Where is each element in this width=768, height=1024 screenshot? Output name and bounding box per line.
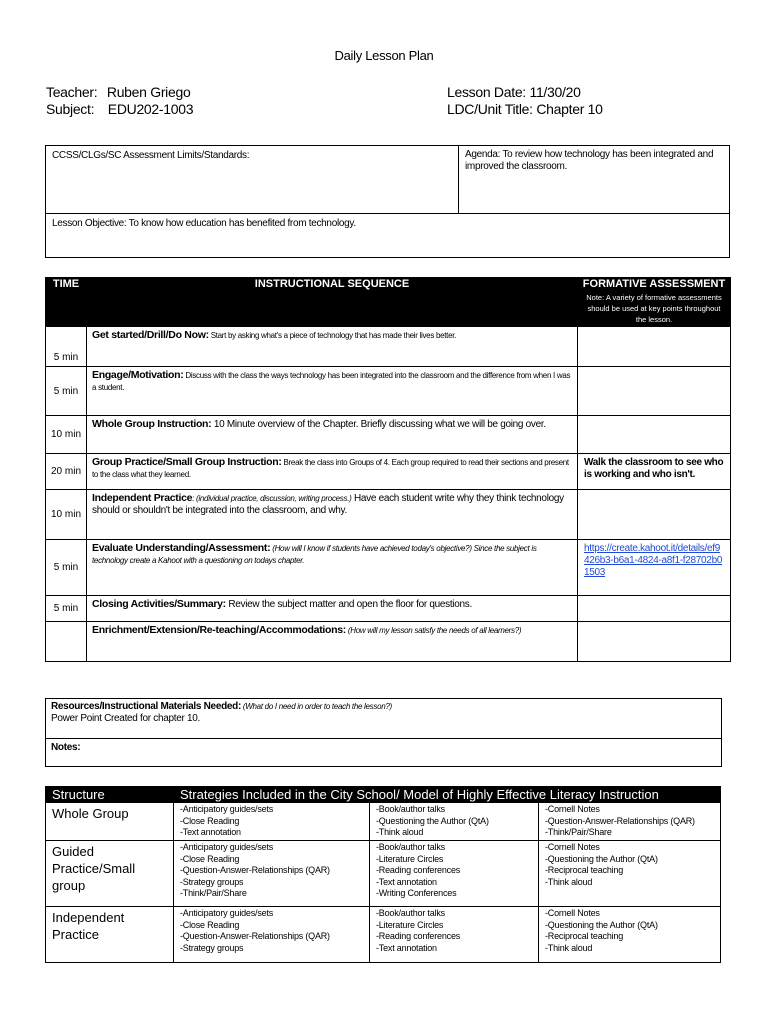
table-row bbox=[46, 416, 731, 454]
list-item: -Book/author talks bbox=[376, 908, 445, 918]
list-item: -Reciprocal teaching bbox=[545, 865, 624, 875]
subject-line bbox=[46, 101, 193, 117]
list-item: -Writing Conferences bbox=[376, 888, 457, 898]
objective-cell bbox=[46, 214, 730, 258]
standards-cell bbox=[46, 146, 459, 214]
list-item: -Book/author talks bbox=[376, 804, 445, 814]
resources-label: Resources/Instructional Materials Needed: bbox=[51, 701, 241, 712]
teacher-line bbox=[46, 84, 190, 100]
list-item: -Reciprocal teaching bbox=[545, 931, 624, 941]
row-time: 20 min bbox=[46, 454, 87, 490]
row-content bbox=[87, 622, 578, 662]
list-item: -Question-Answer-Relationships (QAR) bbox=[545, 815, 695, 826]
row-formative bbox=[578, 622, 731, 662]
page-title: Daily Lesson Plan bbox=[334, 48, 434, 63]
row-italic: (How will I know if students have achieved today's objective?) Since the subject is technology create a Kahoot with a questioning on todays chapter. bbox=[92, 544, 537, 565]
col-formative: FORMATIVE ASSESSMENT bbox=[578, 278, 731, 291]
list-item: -Literature Circles bbox=[376, 853, 444, 864]
unit-label: LDC/Unit Title: bbox=[447, 101, 533, 117]
row-content bbox=[87, 367, 578, 416]
row-time: 5 min bbox=[46, 596, 87, 622]
list-item: -Questioning the Author (QtA) bbox=[376, 815, 489, 826]
list-item: -Strategy groups bbox=[180, 876, 244, 887]
table-row bbox=[46, 803, 721, 841]
row-content bbox=[87, 540, 578, 596]
list-item: -Book/author talks bbox=[376, 842, 445, 852]
agenda-text: Agenda: To review how technology has been integrated and improved the classroom. bbox=[465, 149, 714, 172]
resources-hint: (What do I need in order to teach the lesson?) bbox=[241, 702, 392, 711]
table-row bbox=[46, 907, 721, 963]
sequence-table bbox=[45, 277, 731, 662]
row-text: Discuss with the class the ways technology has been integrated into the classroom and the difference from when I was a student. bbox=[92, 371, 571, 392]
table-row bbox=[46, 841, 721, 907]
row-time: 10 min bbox=[46, 416, 87, 454]
row-text: Start by asking what's a piece of technology that has made their lives better. bbox=[208, 331, 457, 340]
standards-table bbox=[45, 145, 730, 258]
row-content bbox=[87, 454, 578, 490]
fa-note: Note: A variety of formative assessments should be used at key points throughout the lesson. bbox=[578, 291, 731, 327]
date-value: 11/30/20 bbox=[529, 84, 581, 100]
row-formative bbox=[578, 596, 731, 622]
strategy-col-1 bbox=[174, 841, 370, 907]
list-item: -Anticipatory guides/sets bbox=[180, 842, 274, 852]
notes-cell bbox=[46, 739, 722, 767]
col-time: TIME bbox=[46, 278, 87, 291]
list-item: -Text annotation bbox=[180, 827, 241, 837]
table-row bbox=[46, 622, 731, 662]
strategy-col-2 bbox=[370, 907, 539, 963]
row-italic: : (individual practice, discussion, writing process.) bbox=[192, 494, 352, 503]
row-time: 10 min bbox=[46, 490, 87, 540]
row-content bbox=[87, 596, 578, 622]
row-formative bbox=[578, 490, 731, 540]
table-row bbox=[46, 490, 731, 540]
date-label: Lesson Date: bbox=[447, 84, 526, 100]
list-item: -Text annotation bbox=[376, 876, 437, 887]
table-row bbox=[46, 596, 731, 622]
list-item: -Close Reading bbox=[180, 815, 240, 826]
list-item: -Reading conferences bbox=[376, 931, 461, 941]
subject-label: Subject: bbox=[46, 101, 95, 117]
list-item: -Questioning the Author (QtA) bbox=[545, 853, 658, 864]
row-time: 5 min bbox=[46, 327, 87, 367]
table-row bbox=[46, 540, 731, 596]
resources-value: Power Point Created for chapter 10. bbox=[51, 713, 201, 724]
list-item: -Literature Circles bbox=[376, 919, 444, 930]
table-row bbox=[46, 454, 731, 490]
strategy-col-3 bbox=[539, 803, 721, 841]
list-item: -Think/Pair/Share bbox=[180, 888, 247, 898]
list-item: -Cornell Notes bbox=[545, 908, 600, 918]
row-heading: Whole Group Instruction: bbox=[92, 418, 212, 430]
row-formative: Walk the classroom to see who is working and who isn't. bbox=[578, 454, 731, 490]
teacher-label: Teacher: bbox=[46, 84, 98, 100]
row-heading: Evaluate Understanding/Assessment: bbox=[92, 542, 271, 554]
row-heading: Independent Practice bbox=[92, 492, 193, 504]
teacher-value: Ruben Griego bbox=[106, 84, 191, 100]
row-time: 5 min bbox=[46, 367, 87, 416]
notes-label: Notes: bbox=[51, 742, 81, 753]
resources-cell bbox=[46, 699, 722, 739]
list-item: -Close Reading bbox=[180, 853, 240, 864]
row-content bbox=[87, 416, 578, 454]
structure-cell: Independent Practice bbox=[46, 907, 174, 963]
list-item: -Strategy groups bbox=[180, 942, 244, 953]
kahoot-link[interactable]: https://create.kahoot.it/details/ef9426b3-b6a1-4824-a8f1-f28702b01503 bbox=[584, 543, 723, 578]
row-italic: (How will my lesson satisfy the needs of all learners?) bbox=[345, 626, 522, 635]
note-blank-time bbox=[46, 291, 87, 327]
row-heading: Enrichment/Extension/Re-teaching/Accommodations: bbox=[92, 624, 346, 636]
row-formative bbox=[578, 367, 731, 416]
list-item: -Question-Answer-Relationships (QAR) bbox=[180, 865, 330, 875]
row-formative bbox=[578, 327, 731, 367]
col-strategies: Strategies Included in the City School/ Model of Highly Effective Literacy Instruction bbox=[174, 787, 721, 803]
agenda-cell bbox=[459, 146, 730, 214]
list-item: -Think aloud bbox=[545, 876, 593, 887]
strategy-col-1 bbox=[174, 907, 370, 963]
strategy-col-1 bbox=[174, 803, 370, 841]
list-item: -Question-Answer-Relationships (QAR) bbox=[180, 931, 330, 941]
standards-label: CCSS/CLGs/SC Assessment Limits/Standards: bbox=[52, 150, 250, 161]
table-row bbox=[46, 327, 731, 367]
strategy-col-3 bbox=[539, 841, 721, 907]
row-text: Break the class into Groups of 4. Each group required to read their sections and present to the class what they learned. bbox=[92, 458, 569, 479]
structure-cell: Whole Group bbox=[46, 803, 174, 841]
row-text: Review the subject matter and open the floor for questions. bbox=[225, 599, 472, 610]
list-item: -Anticipatory guides/sets bbox=[180, 908, 274, 918]
list-item: -Think/Pair/Share bbox=[545, 827, 612, 837]
strategy-col-2 bbox=[370, 803, 539, 841]
col-structure: Structure bbox=[46, 787, 174, 803]
structure-cell: Guided Practice/Small group bbox=[46, 841, 174, 907]
subject-value: EDU202-1003 bbox=[107, 101, 194, 117]
strategy-col-3 bbox=[539, 907, 721, 963]
row-text: Have each student write why they think technology should or shouldn't be integrated into the classroom, and why. bbox=[92, 493, 564, 516]
row-formative bbox=[578, 416, 731, 454]
literacy-table bbox=[45, 786, 721, 963]
resources-table bbox=[45, 698, 722, 767]
row-heading: Get started/Drill/Do Now: bbox=[92, 329, 209, 341]
row-time: 5 min bbox=[46, 540, 87, 596]
row-formative bbox=[578, 540, 731, 596]
list-item: -Anticipatory guides/sets bbox=[180, 804, 274, 814]
col-sequence: INSTRUCTIONAL SEQUENCE bbox=[87, 278, 578, 291]
objective-text: Lesson Objective: To know how education has benefited from technology. bbox=[52, 218, 356, 229]
note-blank-seq bbox=[87, 291, 578, 327]
date-line bbox=[447, 84, 581, 100]
unit-line bbox=[447, 101, 603, 117]
list-item: -Cornell Notes bbox=[545, 842, 600, 852]
row-content bbox=[87, 490, 578, 540]
row-content bbox=[87, 327, 578, 367]
unit-value: Chapter 10 bbox=[536, 101, 603, 117]
row-heading: Group Practice/Small Group Instruction: bbox=[92, 456, 282, 468]
list-item: -Questioning the Author (QtA) bbox=[545, 919, 658, 930]
row-time bbox=[46, 622, 87, 662]
list-item: -Think aloud bbox=[376, 827, 424, 837]
list-item: -Reading conferences bbox=[376, 865, 461, 875]
list-item: -Close Reading bbox=[180, 919, 240, 930]
list-item: -Cornell Notes bbox=[545, 804, 600, 814]
row-heading: Closing Activities/Summary: bbox=[92, 598, 226, 610]
row-text: 10 Minute overview of the Chapter. Briefly discussing what we will be going over. bbox=[211, 419, 546, 430]
list-item: -Text annotation bbox=[376, 942, 437, 953]
row-heading: Engage/Motivation: bbox=[92, 369, 184, 381]
list-item: -Think aloud bbox=[545, 942, 593, 953]
strategy-col-2 bbox=[370, 841, 539, 907]
table-row bbox=[46, 367, 731, 416]
